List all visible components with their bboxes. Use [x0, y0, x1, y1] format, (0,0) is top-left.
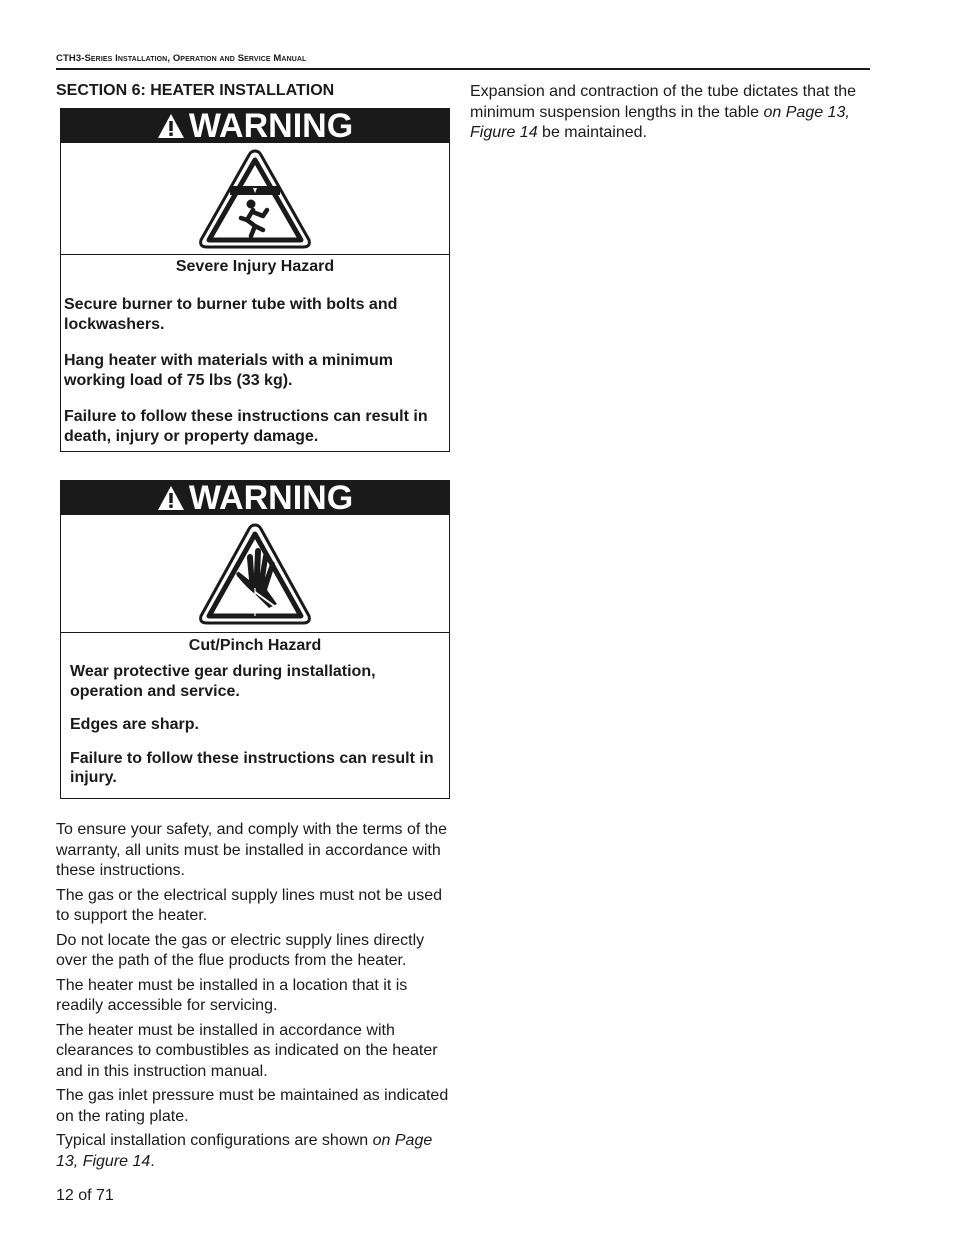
pictogram-area	[61, 515, 449, 633]
warning-line: Hang heater with materials with a minimum working load of 75 lbs (33 kg).	[64, 352, 393, 389]
warning-text	[61, 655, 449, 788]
body-text: .	[150, 1152, 155, 1170]
warning-line: Secure burner to burner tube with bolts and lockwashers.	[64, 296, 398, 333]
installation-instructions	[56, 820, 456, 1176]
body-text: Typical installation configurations are shown	[56, 1132, 373, 1149]
page-number: 12 of 71	[56, 1187, 114, 1204]
pictogram-area	[61, 143, 449, 255]
warning-box-severe-injury	[60, 108, 450, 452]
warning-triangle-icon	[157, 485, 185, 511]
warning-line: Wear protective gear during installation, operation and service.	[70, 663, 376, 700]
hand-cut-hazard-icon	[197, 522, 313, 626]
warning-box-cut-pinch	[60, 480, 450, 799]
body-text: Expansion and contraction of the tube dictates that the minimum suspension lengths in the table	[470, 83, 857, 121]
hazard-title: Severe Injury Hazard	[175, 258, 335, 275]
falling-object-hazard-icon	[197, 148, 313, 250]
body-paragraph	[470, 82, 870, 144]
warning-line: Failure to follow these instructions can result in injury.	[70, 749, 434, 786]
warning-banner	[61, 109, 449, 143]
warning-banner-label: WARNING	[188, 107, 354, 145]
figure-reference-link[interactable]: on Page 13, Figure 14	[470, 103, 850, 141]
warning-line: Edges are sharp.	[70, 716, 199, 733]
section-title: SECTION 6: HEATER INSTALLATION	[56, 82, 335, 99]
figure-reference-link[interactable]: on Page 13, Figure 14	[56, 1132, 433, 1170]
warning-line: Failure to follow these instructions can result in death, injury or property damage.	[64, 408, 428, 445]
body-paragraph: The heater must be installed in accordance with clearances to combustibles as indicated on the heater and in this instruction manual.	[56, 1021, 438, 1080]
body-paragraph	[56, 1131, 456, 1172]
body-paragraph: The gas inlet pressure must be maintained as indicated on the rating plate.	[56, 1087, 449, 1125]
body-paragraph: The heater must be installed in a location that it is readily accessible for servicing.	[56, 976, 408, 1014]
hazard-title: Cut/Pinch Hazard	[188, 637, 322, 654]
right-column	[470, 82, 870, 144]
body-paragraph: To ensure your safety, and comply with the terms of the warranty, all units must be installed in accordance with these instructions.	[56, 821, 447, 879]
body-paragraph: Do not locate the gas or electric supply lines directly over the path of the flue products from the heater.	[56, 931, 425, 969]
manual-title: CTH3-Series Installation, Operation and Service Manual	[56, 53, 307, 64]
body-text: be maintained.	[537, 124, 647, 141]
warning-text	[61, 276, 449, 446]
body-paragraph: The gas or the electrical supply lines must not be used to support the heater.	[56, 886, 442, 924]
warning-banner	[61, 481, 449, 515]
warning-triangle-icon	[157, 113, 185, 139]
header-rule	[56, 68, 870, 70]
warning-banner-label: WARNING	[188, 479, 354, 517]
manual-header	[56, 53, 870, 64]
